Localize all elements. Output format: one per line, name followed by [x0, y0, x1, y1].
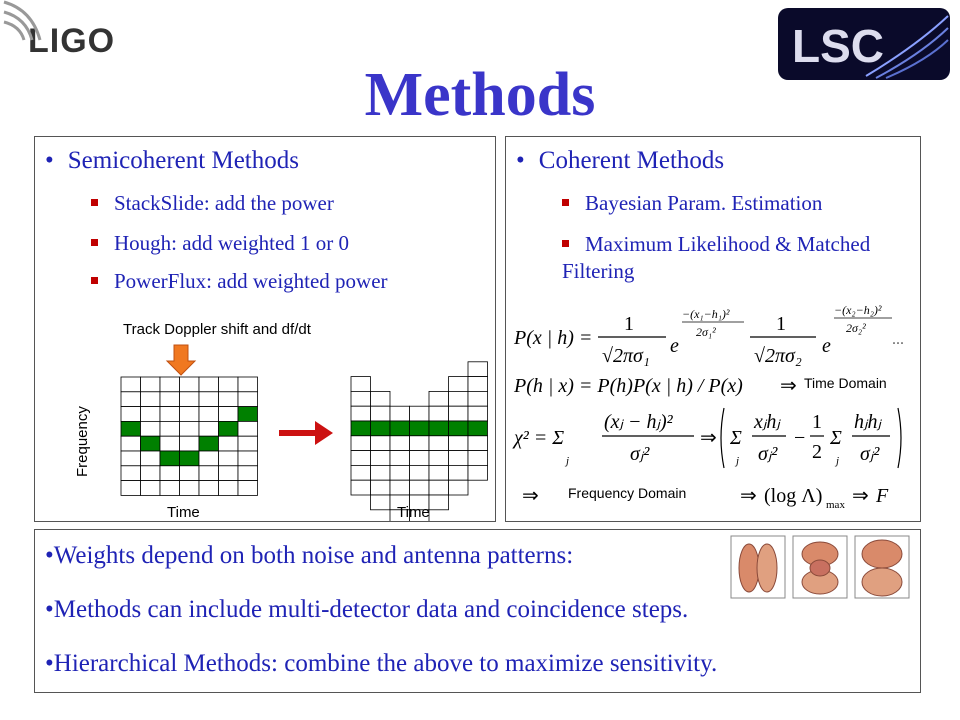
grid-cell [410, 451, 430, 466]
ligo-logo [28, 22, 115, 61]
svg-text:√2πσ₁: √2πσ₁ [602, 345, 650, 367]
grid-cell [410, 436, 430, 451]
grid-cell [219, 451, 239, 466]
grid-cell [410, 465, 430, 480]
grid-cell [351, 480, 371, 495]
grid-cell [449, 421, 469, 436]
grid-cell [468, 436, 488, 451]
grid-cell [390, 465, 410, 480]
grid-cell [468, 421, 488, 436]
grid-cell [238, 451, 258, 466]
grid-cell [121, 466, 141, 481]
svg-text:2: 2 [812, 441, 822, 463]
svg-text:j: j [836, 455, 840, 467]
grid-cell [180, 392, 200, 407]
grid-cell [199, 392, 219, 407]
svg-text:(xⱼ − hⱼ)²: (xⱼ − hⱼ)² [604, 411, 673, 433]
svg-text:Σ: Σ [830, 427, 842, 449]
grid-cell [351, 377, 371, 392]
list-item: Hough: add weighted 1 or 0 [91, 231, 349, 256]
grid-cell [351, 465, 371, 480]
grid-cell [429, 495, 449, 510]
summary-line: •Weights depend on both noise and antenna patterns: [45, 542, 574, 569]
grid-cell [219, 481, 239, 496]
svg-text:j: j [736, 455, 740, 467]
grid-cell [238, 421, 258, 436]
svg-text:Σ: Σ [730, 427, 742, 449]
svg-text:⇒: ⇒ [852, 485, 869, 507]
grid-cell [121, 481, 141, 496]
grid-cell [238, 392, 258, 407]
svg-text:F: F [876, 485, 889, 507]
grid-cell [199, 436, 219, 451]
svg-text:(log Λ): (log Λ) [764, 485, 823, 507]
grid-cell [180, 451, 200, 466]
svg-text:1: 1 [776, 313, 786, 335]
grid-cell [199, 407, 219, 422]
list-item: StackSlide: add the power [91, 191, 334, 216]
grid-cell [468, 362, 488, 377]
grid-cell [371, 406, 391, 421]
grid-cell [468, 406, 488, 421]
grid-cell [351, 421, 371, 436]
right-grid [351, 362, 488, 521]
grid-cell [449, 480, 469, 495]
grid-cell [180, 407, 200, 422]
svg-text:max: max [826, 499, 845, 511]
grid-cell [160, 436, 180, 451]
svg-text:⇒: ⇒ [522, 485, 539, 507]
grid-cell [238, 436, 258, 451]
grid-cell [449, 391, 469, 406]
grid-cell [351, 451, 371, 466]
grid-cell [429, 421, 449, 436]
grid-cell [429, 451, 449, 466]
svg-text:−(x₂−h₂)²: −(x₂−h₂)² [834, 303, 882, 317]
svg-text:P(x | h) =: P(x | h) = [514, 327, 593, 349]
grid-cell [371, 391, 391, 406]
grid-cell [141, 407, 161, 422]
grid-cell [238, 407, 258, 422]
grid-cell [429, 480, 449, 495]
grid-cell [160, 407, 180, 422]
svg-text:χ² = Σ: χ² = Σ [514, 427, 565, 449]
coherent-panel [505, 136, 921, 522]
svg-text:2σ₂²: 2σ₂² [846, 321, 866, 335]
grid-cell [180, 481, 200, 496]
antenna-pattern-cross-icon [793, 536, 847, 598]
grid-cell [351, 436, 371, 451]
svg-text:σⱼ²: σⱼ² [758, 443, 778, 465]
svg-text:σⱼ²: σⱼ² [860, 443, 880, 465]
grid-cell [390, 451, 410, 466]
grid-cell [121, 407, 141, 422]
right-arrow-icon [279, 421, 333, 445]
grid-cell [141, 377, 161, 392]
frequency-domain-label: Frequency Domain [568, 485, 687, 501]
down-arrow-icon [167, 345, 195, 375]
grid-cell [410, 406, 430, 421]
grid-cell [199, 466, 219, 481]
grid-cell [141, 392, 161, 407]
svg-text:j: j [566, 455, 570, 467]
summary-panel [34, 529, 921, 693]
coherent-heading: • Coherent Methods [516, 147, 725, 174]
grid-cell [238, 466, 258, 481]
stackslide-diagram [35, 337, 495, 521]
grid-cell [141, 436, 161, 451]
grid-cell [141, 481, 161, 496]
grid-cell [160, 421, 180, 436]
time-axis-label-left: Time [167, 504, 200, 521]
grid-cell [219, 407, 239, 422]
svg-text:⇒: ⇒ [740, 485, 757, 507]
svg-text:−(x₁−h₁)²: −(x₁−h₁)² [682, 307, 730, 321]
equations [506, 292, 920, 518]
lsc-logo-text: LSC [792, 20, 884, 72]
grid-cell [141, 451, 161, 466]
grid-cell [180, 466, 200, 481]
grid-cell [219, 421, 239, 436]
grid-cell [371, 436, 391, 451]
svg-text:1: 1 [812, 411, 822, 433]
svg-text:1: 1 [624, 313, 634, 335]
grid-cell [219, 466, 239, 481]
grid-cell [141, 421, 161, 436]
grid-cell [371, 451, 391, 466]
grid-cell [390, 480, 410, 495]
grid-cell [468, 377, 488, 392]
grid-cell [390, 421, 410, 436]
grid-cell [449, 451, 469, 466]
track-label: Track Doppler shift and df/dt [123, 321, 311, 338]
grid-cell [121, 377, 141, 392]
semicoherent-heading: • Semicoherent Methods [45, 147, 299, 174]
grid-cell [160, 481, 180, 496]
grid-cell [160, 377, 180, 392]
grid-cell [390, 406, 410, 421]
grid-cell [371, 465, 391, 480]
grid-cell [351, 406, 371, 421]
grid-cell [429, 465, 449, 480]
page-title: Methods [364, 61, 596, 129]
grid-cell [410, 421, 430, 436]
svg-text:σⱼ²: σⱼ² [630, 443, 650, 465]
grid-cell [468, 391, 488, 406]
ligo-logo-text: LIGO [28, 22, 116, 60]
grid-cell [219, 436, 239, 451]
grid-cell [390, 436, 410, 451]
time-domain-label: Time Domain [804, 375, 887, 391]
grid-cell [429, 436, 449, 451]
summary-line: •Methods can include multi-detector data and coincidence steps. [45, 596, 689, 623]
ellipsis-text: ... [892, 331, 904, 348]
grid-cell [121, 451, 141, 466]
svg-text:e: e [822, 335, 831, 357]
grid-cell [449, 436, 469, 451]
grid-cell [160, 451, 180, 466]
grid-cell [219, 392, 239, 407]
grid-cell [371, 480, 391, 495]
grid-cell [199, 481, 219, 496]
svg-text:⇒: ⇒ [700, 427, 717, 449]
grid-cell [449, 377, 469, 392]
antenna-pattern-plus-icon [731, 536, 785, 598]
grid-cell [180, 421, 200, 436]
grid-cell [238, 481, 258, 496]
grid-cell [180, 436, 200, 451]
svg-text:hⱼhⱼ: hⱼhⱼ [854, 411, 881, 433]
grid-cell [121, 392, 141, 407]
svg-text:−: − [794, 427, 806, 449]
time-axis-label-right: Time [397, 504, 430, 521]
grid-cell [219, 377, 239, 392]
grid-cell [199, 421, 219, 436]
list-item: Bayesian Param. Estimation [562, 191, 822, 216]
grid-cell [371, 495, 391, 510]
frequency-axis-label: Frequency [74, 406, 91, 477]
antenna-patterns [727, 532, 917, 604]
svg-text:2σ₁²: 2σ₁² [696, 325, 716, 339]
grid-cell [449, 465, 469, 480]
svg-text:P(h | x) = P(h)P(x | h) / P(x): P(h | x) = P(h)P(x | h) / P(x) [514, 375, 743, 397]
left-grid [121, 377, 258, 495]
grid-cell [160, 466, 180, 481]
grid-cell [238, 377, 258, 392]
grid-cell [468, 451, 488, 466]
antenna-pattern-combined-icon [855, 536, 909, 598]
grid-cell [410, 480, 430, 495]
svg-text:e: e [670, 335, 679, 357]
svg-text:√2πσ₂: √2πσ₂ [754, 345, 802, 367]
grid-cell [121, 436, 141, 451]
grid-cell [141, 466, 161, 481]
semicoherent-panel [34, 136, 496, 522]
grid-cell [180, 377, 200, 392]
svg-text:xⱼhⱼ: xⱼhⱼ [754, 411, 780, 433]
list-item: Maximum Likelihood & Matched Filtering [562, 232, 871, 283]
grid-cell [449, 406, 469, 421]
grid-cell [121, 421, 141, 436]
grid-cell [429, 406, 449, 421]
grid-cell [429, 391, 449, 406]
grid-cell [199, 377, 219, 392]
grid-cell [371, 421, 391, 436]
list-item: PowerFlux: add weighted power [91, 269, 388, 294]
grid-cell [351, 391, 371, 406]
grid-cell [199, 451, 219, 466]
grid-cell [468, 465, 488, 480]
summary-line: •Hierarchical Methods: combine the above to maximize sensitivity. [45, 650, 718, 677]
grid-cell [160, 392, 180, 407]
svg-text:⇒: ⇒ [780, 375, 797, 397]
